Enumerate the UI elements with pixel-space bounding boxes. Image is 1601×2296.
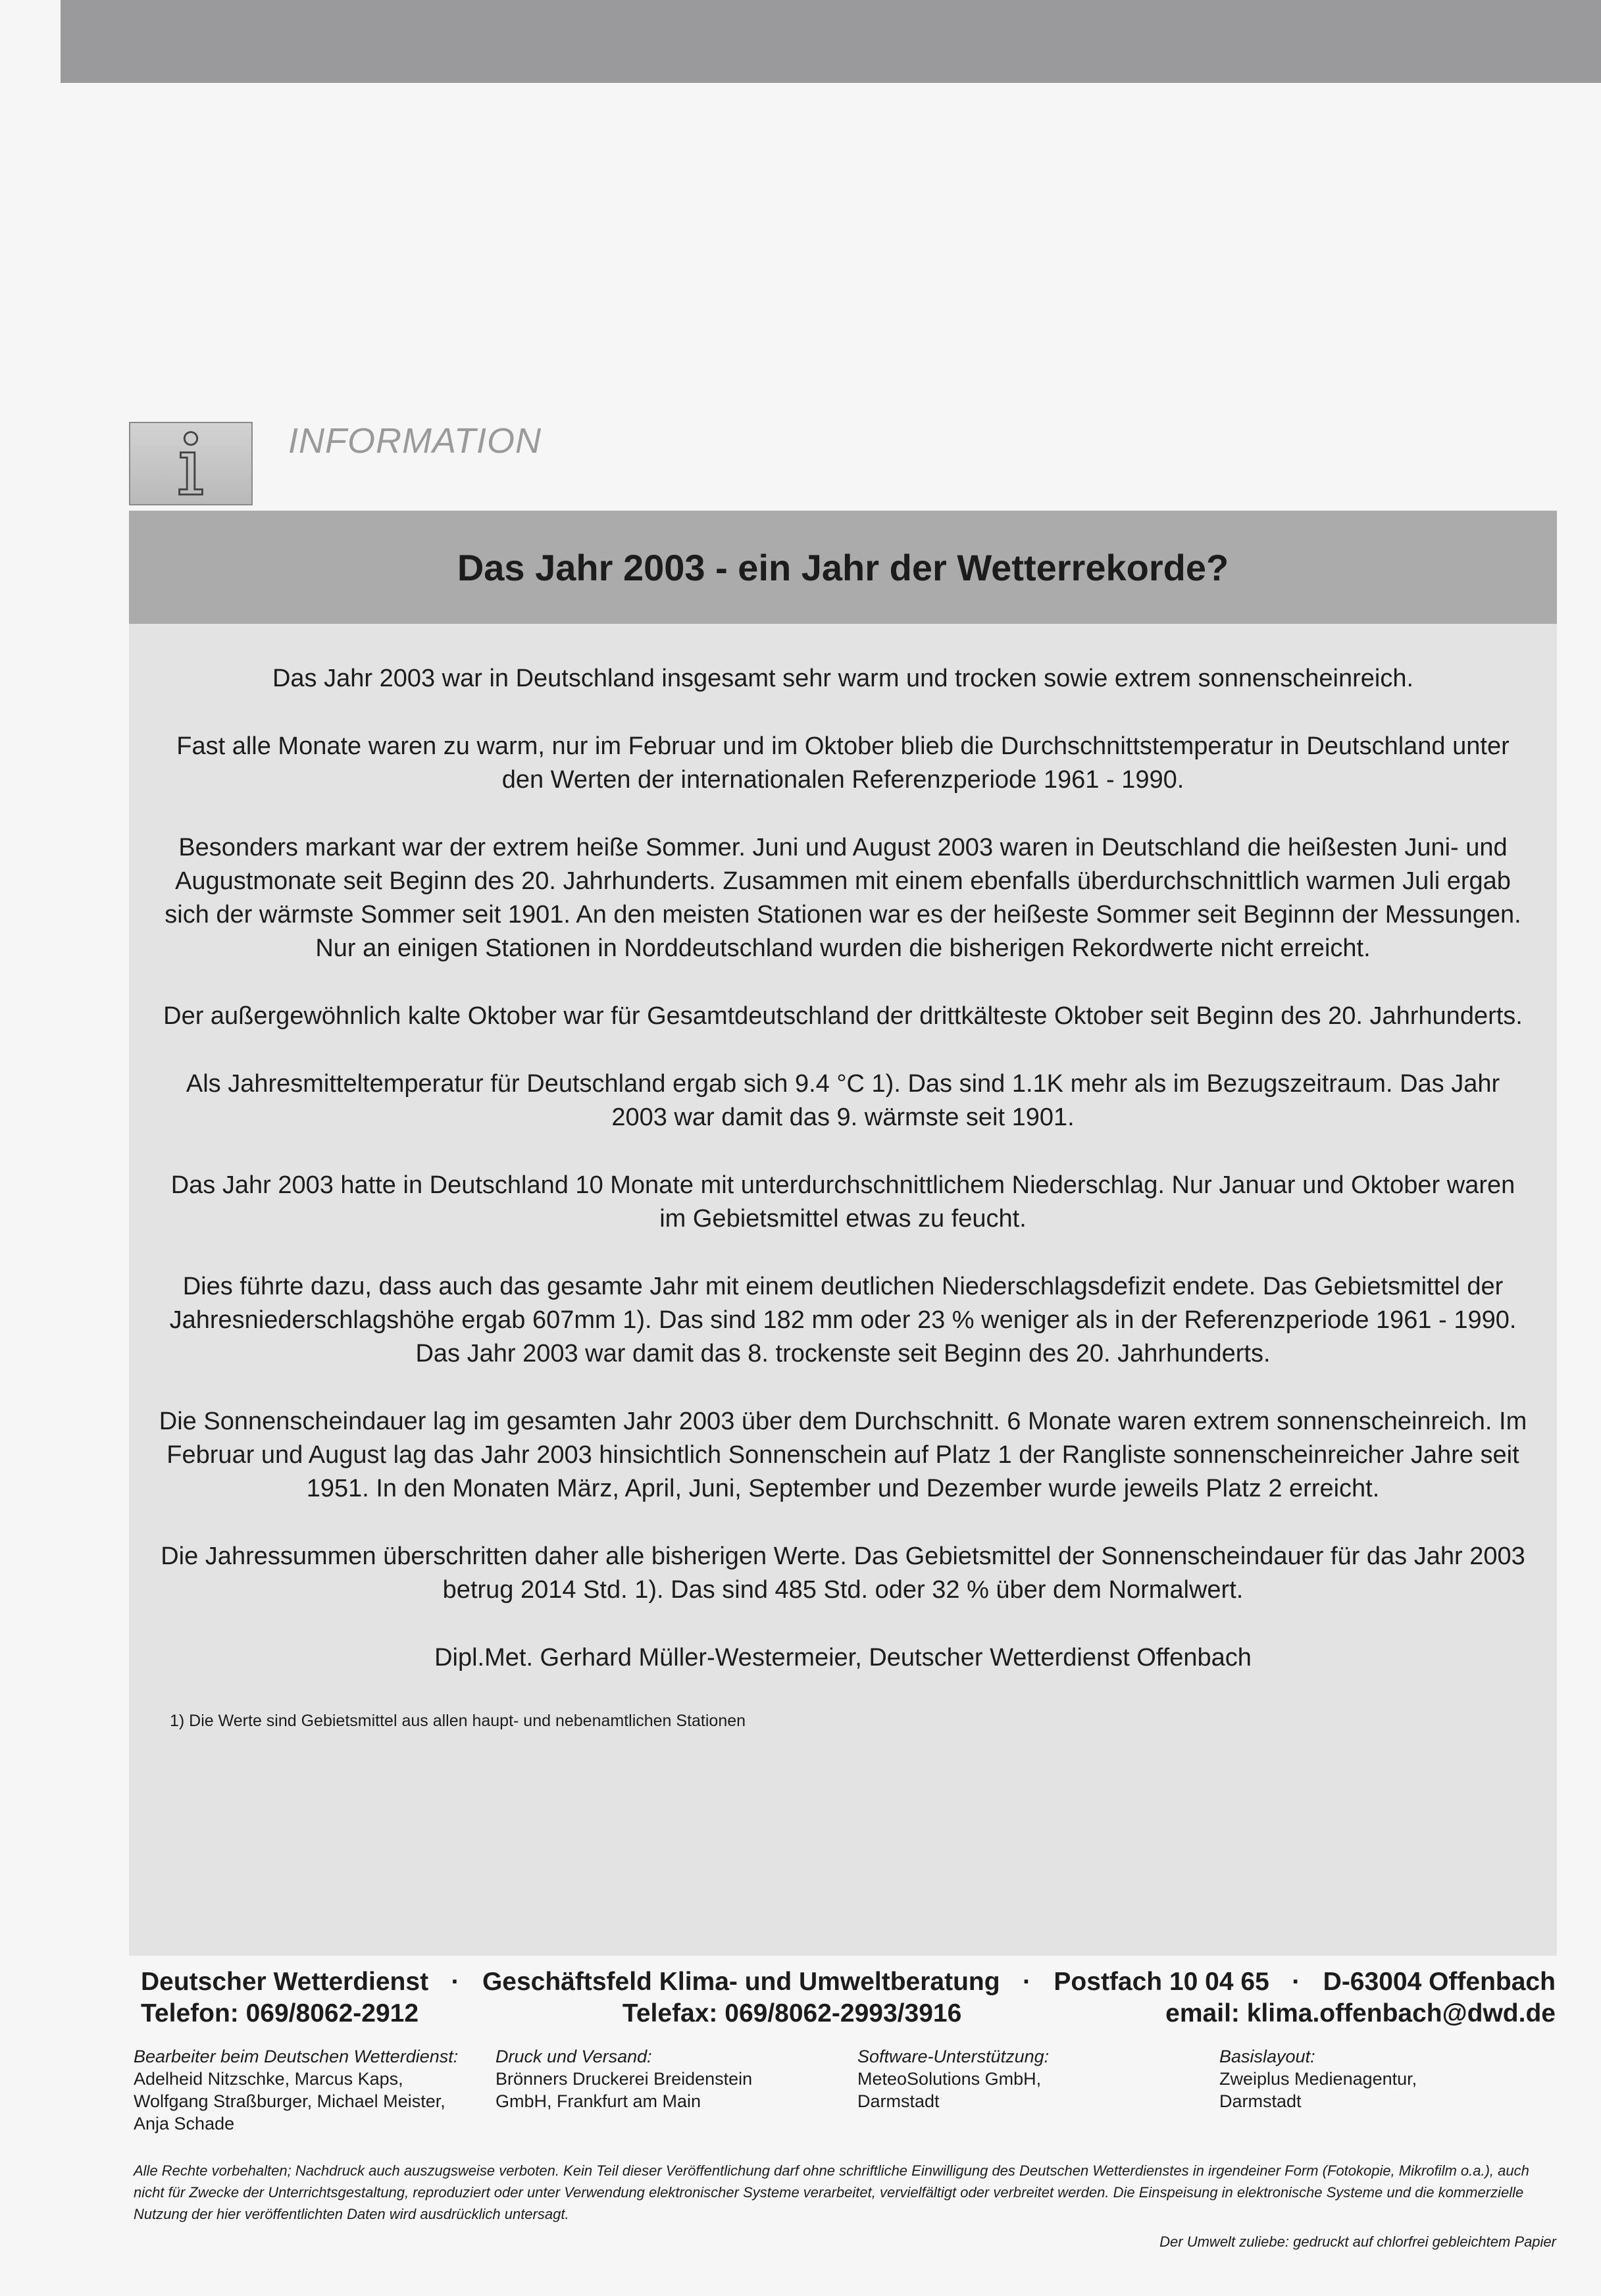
separator: · <box>1022 1968 1031 1996</box>
credit-line: Darmstadt <box>857 2091 940 2111</box>
info-icon-graphic <box>130 423 251 504</box>
city: D-63004 Offenbach <box>1323 1968 1556 1996</box>
paragraph: Besonders markant war der extrem heiße Sommer. Juni und August 2003 waren in Deutschland die heißesten Juni- und Augustmonate seit Beginn des 20. Jahrhunderts. Zusammen mit einem ebenfalls überdurchschnittlich warmen Juli ergab sich der wärmste Sommer seit 1901. An den meisten Stationen war es der heißeste Sommer seit Beginnn der Messungen. Nur an einigen Stationen in Norddeutschland wurden die bisherigen Rekordwerte nicht erreicht. <box>165 834 1521 962</box>
credit-line: Adelheid Nitzschke, Marcus Kaps, <box>134 2069 403 2089</box>
fax: Telefax: 069/8062-2993/3916 <box>622 1999 962 2028</box>
credit-line: MeteoSolutions GmbH, <box>857 2069 1042 2089</box>
signature: Dipl.Met. Gerhard Müller-Westermeier, Deutscher Wetterdienst Offenbach <box>434 1644 1252 1671</box>
paragraph: Der außergewöhnlich kalte Oktober war für Gesamtdeutschland der drittkälteste Oktober seit Beginn des 20. Jahrhunderts. <box>163 1002 1523 1030</box>
legal-notice: Alle Rechte vorbehalten; Nachdruck auch auszugsweise verboten. Kein Teil dieser Veröffentlichung darf ohne schriftliche Einwilligung des Deutschen Wetterdienstes in irgendeiner Form (Fotokopie, Mikrofilm o.a.), auch nicht für Zwecke der Unterrichtsgestaltung, reproduziert oder unter Verwendung elektronischer Systeme verarbeitet, vervielfältigt oder verbreitet werden. Die Einspeisung in elektronische Systeme und die kommerzielle Nutzung der hier veröffentlichten Daten wird ausdrücklich untersagt. <box>134 2162 1529 2222</box>
paragraph: Fast alle Monate waren zu warm, nur im Februar und im Oktober blieb die Durchschnittstemperatur in Deutschland unter den Werten der internationalen Referenzperiode 1961 - 1990. <box>176 732 1510 794</box>
phone: Telefon: 069/8062-2912 <box>141 1999 419 2028</box>
contact-row-address <box>141 1966 1556 1998</box>
environment-note: Der Umwelt zuliebe: gedruckt auf chlorfrei gebleichtem Papier <box>1159 2233 1556 2250</box>
separator: · <box>451 1968 460 1996</box>
credit-heading: Software-Unterstützung: <box>857 2047 1050 2066</box>
email[interactable]: email: klima.offenbach@dwd.de <box>1165 1999 1556 2028</box>
paragraph: Dies führte dazu, dass auch das gesamte Jahr mit einem deutlichen Niederschlagsdefizit endete. Das Gebietsmittel der Jahresniederschlagshöhe ergab 607mm 1). Das sind 182 mm oder 23 % weniger als in der Referenzperiode 1961 - 1990. Das Jahr 2003 war damit das 8. trockenste seit Beginn des 20. Jahrhunderts. <box>169 1273 1517 1367</box>
credit-heading: Bearbeiter beim Deutschen Wetterdienst: <box>134 2047 459 2066</box>
article-panel <box>129 511 1557 1956</box>
credit-layout <box>1219 2045 1581 2135</box>
credit-line: GmbH, Frankfurt am Main <box>496 2091 701 2111</box>
credit-print <box>496 2045 857 2135</box>
credits <box>134 2045 1581 2135</box>
article-heading: Das Jahr 2003 - ein Jahr der Wetterrekorde? <box>457 546 1229 588</box>
separator: · <box>1292 1968 1301 1996</box>
paragraph: Die Jahressummen überschritten daher alle bisherigen Werte. Das Gebietsmittel der Sonnenscheindauer für das Jahr 2003 betrug 2014 Std. 1). Das sind 485 Std. oder 32 % über dem Normalwert. <box>161 1543 1525 1604</box>
credit-line: Darmstadt <box>1219 2091 1302 2111</box>
credit-line: Anja Schade <box>134 2114 235 2133</box>
contact-row-phone <box>141 1998 1556 2029</box>
credit-line: Wolfgang Straßburger, Michael Meister, <box>134 2091 445 2111</box>
credit-line: Zweiplus Medienagentur, <box>1219 2069 1417 2089</box>
credit-editors <box>134 2045 496 2135</box>
credit-line: Brönners Druckerei Breidenstein <box>496 2069 753 2089</box>
paragraph: Das Jahr 2003 war in Deutschland insgesamt sehr warm und trocken sowie extrem sonnenscheinreich. <box>272 665 1414 692</box>
department: Geschäftsfeld Klima- und Umweltberatung <box>482 1968 1000 1996</box>
top-band <box>61 0 1601 83</box>
article-header <box>129 511 1557 624</box>
section-title: INFORMATION <box>288 421 542 461</box>
paragraph: Die Sonnenscheindauer lag im gesamten Jahr 2003 über dem Durchschnitt. 6 Monate waren extrem sonnenscheinreich. Im Februar und August lag das Jahr 2003 hinsichtlich Sonnenschein auf Platz 1 der Rangliste sonnenscheinreicher Jahre seit 1951. In den Monaten März, April, Juni, September und Dezember wurde jeweils Platz 2 erreicht. <box>159 1408 1527 1502</box>
credit-software <box>857 2045 1219 2135</box>
paragraph: Als Jahresmitteltemperatur für Deutschland ergab sich 9.4 °C 1). Das sind 1.1K mehr als im Bezugszeitraum. Das Jahr 2003 war damit das 9. wärmste seit 1901. <box>186 1070 1500 1131</box>
credit-heading: Druck und Versand: <box>496 2047 652 2066</box>
paragraph: Das Jahr 2003 hatte in Deutschland 10 Monate mit unterdurchschnittlichem Niederschlag. Nur Januar und Oktober waren im Gebietsmittel etwas zu feucht. <box>170 1171 1515 1233</box>
article-body <box>155 662 1531 1766</box>
postbox: Postfach 10 04 65 <box>1054 1968 1269 1996</box>
contact-block <box>141 1966 1556 2029</box>
credit-heading: Basislayout: <box>1219 2047 1315 2066</box>
footnote: 1) Die Werte sind Gebietsmittel aus allen haupt- und nebenamtlichen Stationen <box>170 1712 746 1730</box>
org-name: Deutscher Wetterdienst <box>141 1968 429 1996</box>
info-icon <box>129 422 253 505</box>
